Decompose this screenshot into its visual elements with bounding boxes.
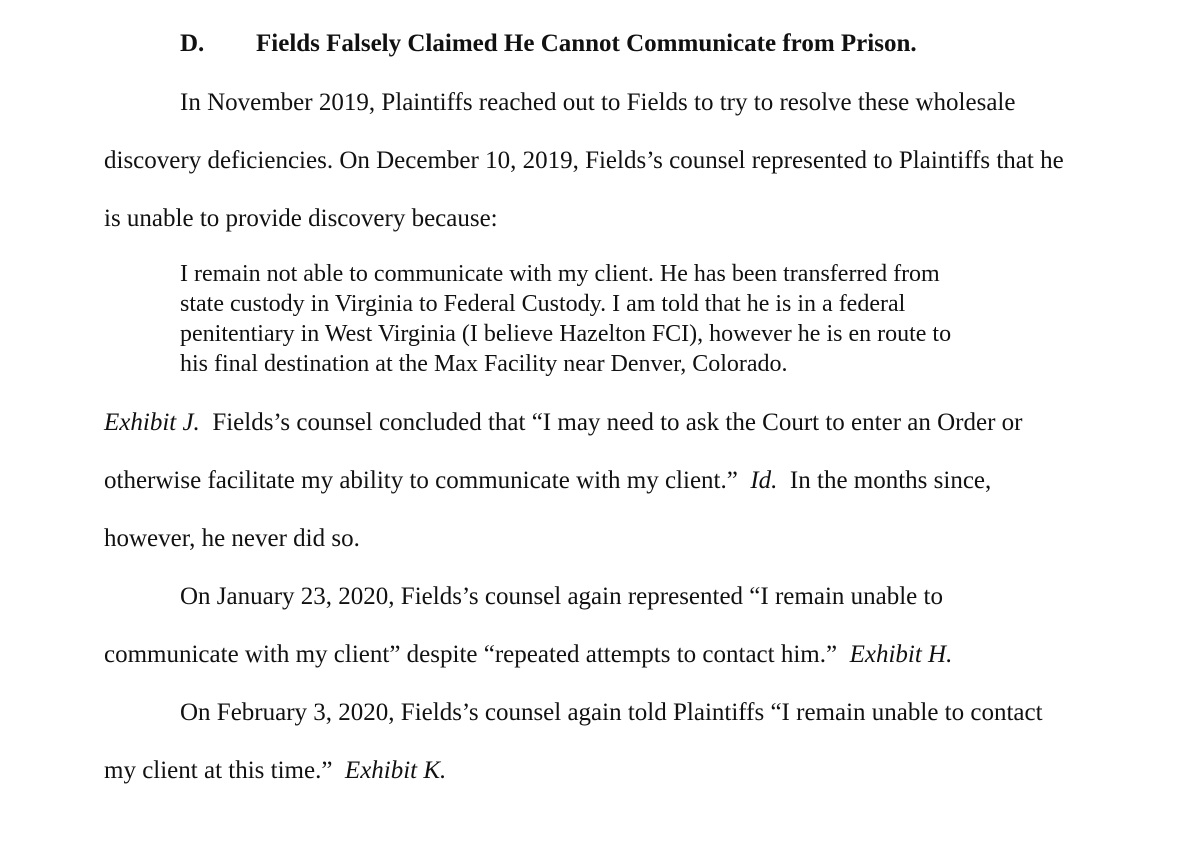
quote-line: state custody in Virginia to Federal Custody. I am told that he is in a federal [180, 291, 906, 317]
paragraph-text: In the months since, [777, 467, 992, 494]
paragraph-line [104, 410, 1023, 435]
paragraph-line [104, 468, 991, 493]
quote-line: I remain not able to communicate with my client. He has been transferred from [180, 261, 940, 287]
exhibit-citation: Exhibit H. [849, 641, 953, 668]
exhibit-citation: Exhibit K. [344, 757, 447, 784]
paragraph-line: On February 3, 2020, Fields’s counsel again told Plaintiffs “I remain unable to contact [180, 699, 1043, 726]
paragraph-text: communicate with my client” despite “repeated attempts to contact him.” [104, 641, 850, 668]
section-heading: Fields Falsely Claimed He Cannot Communicate from Prison. [256, 30, 917, 57]
paragraph-line: discovery deficiencies. On December 10, 2019, Fields’s counsel represented to Plaintiffs that he [104, 147, 1064, 174]
exhibit-citation: Exhibit J. [104, 409, 200, 436]
paragraph-text: Fields’s counsel concluded that “I may need to ask the Court to enter an Order or [199, 409, 1023, 436]
paragraph-line [104, 642, 952, 667]
paragraph-line: is unable to provide discovery because: [104, 205, 498, 232]
quote-line: his final destination at the Max Facility near Denver, Colorado. [180, 351, 788, 377]
quote-line: penitentiary in West Virginia (I believe Hazelton FCI), however he is en route to [180, 321, 952, 347]
paragraph-line: however, he never did so. [104, 525, 360, 552]
section-letter: D. [180, 30, 205, 57]
paragraph-line: In November 2019, Plaintiffs reached out to Fields to try to resolve these wholesale [180, 89, 1016, 116]
paragraph-line [104, 758, 446, 783]
paragraph-line: On January 23, 2020, Fields’s counsel again represented “I remain unable to [180, 583, 943, 610]
paragraph-text: otherwise facilitate my ability to communicate with my client.” [104, 467, 751, 494]
paragraph-text: my client at this time.” [104, 757, 345, 784]
id-citation: Id. [750, 467, 778, 494]
